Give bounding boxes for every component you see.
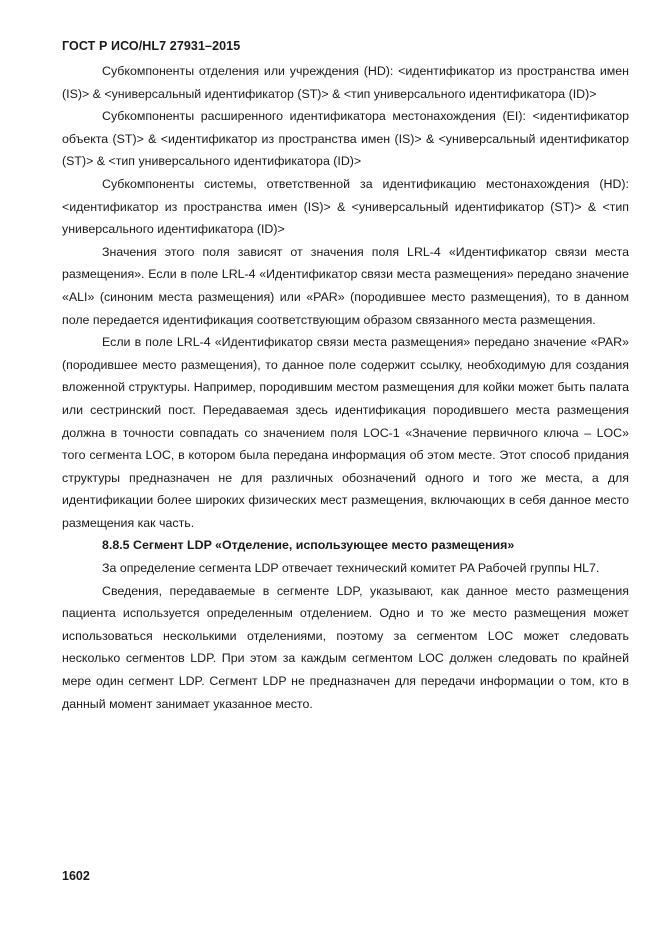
paragraph-hd-subcomponents: Субкомпоненты отделения или учреждения (HD): <идентификатор из пространства имен (IS)> & <универсальный идентификатор (ST)> & <тип универсального идентификатора (ID)> (62, 64, 629, 101)
section-title-ldp: 8.8.5 Сегмент LDP «Отделение, использующее место размещения» (102, 538, 515, 553)
paragraph-par-reference: Если в поле LRL-4 «Идентификатор связи места размещения» передано значение «PAR» (породившее место размещения), то данное поле содержит ссылку, необходимую для создания вложенной структуры. Например, породившим местом размещения для койки может быть палата или сестринский пост. Передаваемая здесь идентификация породившего места размещения должна в точности совпадать со значением поля LOC-1 «Значение первичного ключа – LOC» того сегмента LOC, в котором была передана информация об этом месте. Этот способ придания структуры предназначен не для различных обозначений одного и того же места, а для идентификации более широких физических мест размещения, включающих в себя данное место размещения как часть. (62, 335, 629, 530)
paragraph-field-values: Значения этого поля зависят от значения поля LRL-4 «Идентификатор связи места размещения». Если в поле LRL-4 «Идентификатор связи места размещения» передано значение «ALI» (синоним места размещения) или «PAR» (породившее место размещения), то в данном поле передается идентификация соответствующим образом связанного места размещения. (62, 244, 629, 327)
paragraph-system-subcomponents: Субкомпоненты системы, ответственной за идентификацию местонахождения (HD): <идентификатор из пространства имен (IS)> & <универсальный идентификатор (ST)> & <тип универсального идентификатора (ID)> (62, 176, 629, 237)
page-number: 1602 (62, 869, 90, 883)
paragraph-ldp-committee: За определение сегмента LDP отвечает технический комитет PA Рабочей группы HL7. (102, 561, 600, 576)
document-header: ГОСТ Р ИСО/HL7 27931–2015 (62, 39, 241, 53)
paragraph-ei-subcomponents: Субкомпоненты расширенного идентификатора местонахождения (EI): <идентификатор объекта (ST)> & <идентификатор из пространства имен (IS)> & <универсальный идентификатор (ST)> & <тип универсального идентификатора (ID)> (62, 109, 629, 169)
page-content (62, 36, 629, 715)
paragraph-ldp-description: Сведения, передаваемые в сегменте LDP, указывают, как данное место размещения пациента используется определенным отделением. Одно и то же место размещения может использоваться несколькими отделениями, поэтому за сегментом LOC может следовать несколько сегментов LDP. При этом за каждым сегментом LOC должен следовать по крайней мере один сегмент LDP. Сегмент LDP не предназначен для передачи информации о том, кто в данный момент занимает указанное место. (62, 583, 629, 711)
